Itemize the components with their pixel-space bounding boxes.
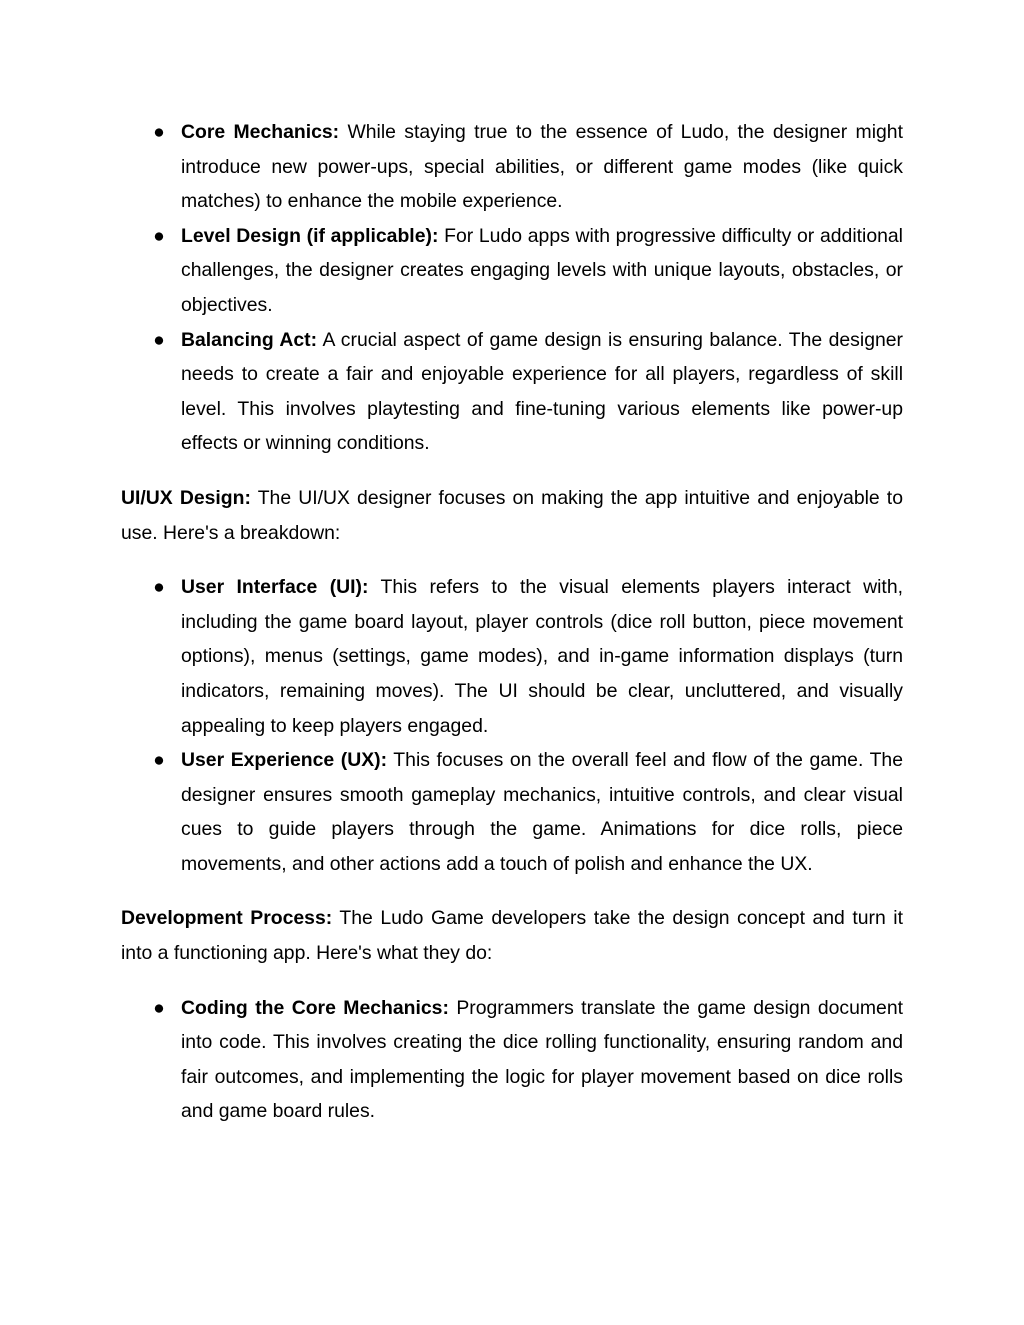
bullet-icon: ● (153, 576, 165, 599)
list-item-level-design (121, 219, 903, 323)
bullet-icon: ● (153, 224, 165, 247)
list-item-balancing-act (121, 323, 903, 461)
page-content (121, 115, 903, 1129)
bullet-icon: ● (153, 749, 165, 772)
paragraph-term: Development Process: (121, 907, 333, 930)
item-text: For Ludo apps with progressive difficulty or additional challenges, the designer creates engaging levels with unique layouts, obstacles, or objectives. (181, 224, 903, 316)
item-term: Level Design (if applicable): (181, 224, 439, 247)
paragraph-text: The UI/UX designer focuses on making the app intuitive and enjoyable to use. Here's a breakdown: (121, 486, 903, 544)
list-item-coding-core-mechanics (121, 991, 903, 1129)
development-list (121, 991, 903, 1129)
item-text: This refers to the visual elements players interact with, including the game board layout, player controls (dice roll button, piece movement options), menus (settings, game modes), and in-game information displays (turn indicators, remaining moves). The UI should be clear, uncluttered, and visually appealing to keep players engaged. (181, 576, 903, 737)
bullet-icon: ● (153, 121, 165, 143)
item-term: Core Mechanics: (181, 121, 340, 143)
list-item-user-interface (121, 570, 903, 743)
paragraph-text: The Ludo Game developers take the design concept and turn it into a functioning app. Here's what they do: (121, 907, 903, 965)
list-item-core-mechanics (121, 115, 903, 219)
item-text: While staying true to the essence of Ludo, the designer might introduce new power-ups, special abilities, or different game modes (like quick matches) to enhance the mobile experience. (181, 121, 903, 213)
item-text: Programmers translate the game design document into code. This involves creating the dice rolling functionality, ensuring random and fair outcomes, and implementing the logic for player movement based on dice rolls and game board rules. (181, 996, 903, 1123)
item-term: User Interface (UI): (181, 576, 369, 599)
bullet-icon: ● (153, 996, 165, 1019)
item-term: Balancing Act: (181, 328, 318, 351)
paragraph-term: UI/UX Design: (121, 486, 251, 509)
list-item-user-experience (121, 743, 903, 881)
bullet-icon: ● (153, 328, 165, 351)
item-term: Coding the Core Mechanics: (181, 996, 449, 1019)
uiux-list (121, 570, 903, 881)
item-text: This focuses on the overall feel and flow of the game. The designer ensures smooth gameplay mechanics, intuitive controls, and clear visual cues to guide players through the game. Animations for dice rolls, piece movements, and other actions add a touch of polish and enhance the UX. (181, 749, 903, 875)
development-process-paragraph (121, 901, 903, 970)
game-design-list (121, 115, 903, 461)
item-text: A crucial aspect of game design is ensuring balance. The designer needs to create a fair and enjoyable experience for all players, regardless of skill level. This involves playtesting and fine-tuning various elements like power-up effects or winning conditions. (181, 328, 903, 455)
item-term: User Experience (UX): (181, 749, 388, 772)
uiux-design-paragraph (121, 481, 903, 550)
